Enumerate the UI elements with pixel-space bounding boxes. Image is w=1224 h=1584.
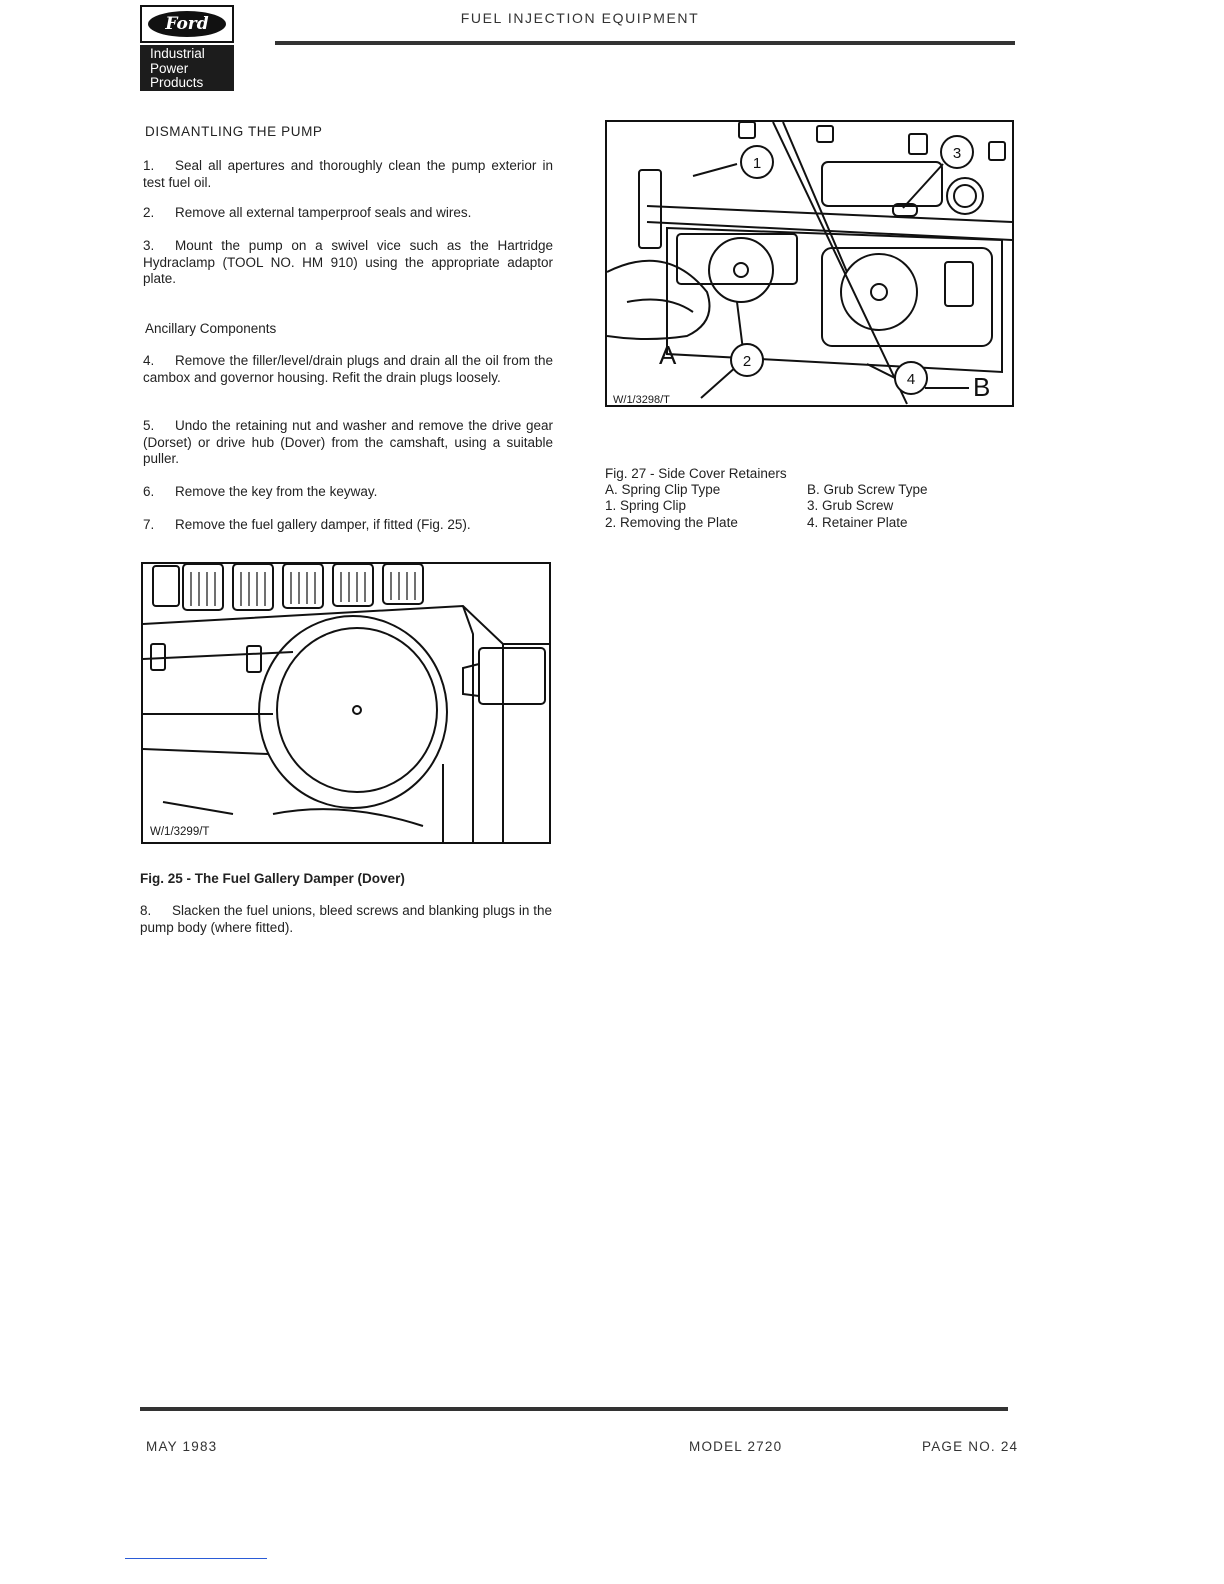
figure-27-caption-title: Fig. 27 - Side Cover Retainers (605, 466, 787, 481)
step-1-text: Seal all apertures and thoroughly clean the pump exterior in test fuel oil. (143, 158, 553, 190)
step-7 (143, 517, 553, 534)
section-heading: DISMANTLING THE PUMP (145, 124, 323, 139)
division-line-1: Industrial (150, 46, 205, 61)
step-2-number: 2. (143, 205, 155, 220)
figure-25-caption: Fig. 25 - The Fuel Gallery Damper (Dover) (140, 871, 405, 886)
division-badge (140, 45, 234, 91)
legend-a: A. Spring Clip Type (605, 482, 721, 497)
legend-2: 2. Removing the Plate (605, 515, 738, 530)
step-4-number: 4. (143, 353, 155, 368)
callout-4: 4 (906, 371, 916, 388)
step-4-text: Remove the filler/level/drain plugs and drain all the oil from the cambox and governor housing. Refit the drain plugs loosely. (143, 353, 553, 385)
callout-1: 1 (752, 155, 762, 172)
step-6-text: Remove the key from the keyway. (175, 484, 378, 499)
label-b: B (973, 372, 991, 402)
callout-3: 3 (952, 145, 962, 162)
step-3 (143, 238, 553, 288)
subheading-ancillary: Ancillary Components (145, 321, 277, 336)
legend-3: 3. Grub Screw (807, 498, 894, 513)
ford-oval-frame (140, 5, 234, 43)
step-8 (140, 903, 552, 936)
label-a: A (659, 340, 677, 370)
figure-25-illustration (141, 562, 551, 844)
figure-25-ref: W/1/3299/T (150, 826, 210, 838)
callout-2: 2 (742, 353, 752, 370)
step-2-text: Remove all external tamperproof seals and wires. (175, 205, 472, 220)
figure-27-illustration (605, 120, 1014, 407)
footer-date: MAY 1983 (146, 1439, 218, 1454)
side-cover-retainers-drawing (607, 122, 1012, 405)
step-5-number: 5. (143, 418, 155, 433)
legend-b: B. Grub Screw Type (807, 482, 928, 497)
step-2 (143, 205, 553, 222)
fuel-gallery-damper-drawing (143, 564, 549, 842)
page-header-title: FUEL INJECTION EQUIPMENT (460, 10, 700, 26)
step-8-text: Slacken the fuel unions, bleed screws and blanking plugs in the pump body (where fitted). (140, 903, 552, 935)
step-7-text: Remove the fuel gallery damper, if fitted (Fig. 25). (175, 517, 471, 532)
ford-oval-logo: Ford (148, 11, 226, 37)
footer-page-number: PAGE NO. 24 (922, 1439, 1019, 1454)
figure-27-ref: W/1/3298/T (613, 394, 670, 406)
ford-logo (140, 5, 234, 91)
footer-divider (140, 1407, 1008, 1411)
division-line-2: Power (150, 60, 189, 76)
step-3-number: 3. (143, 238, 155, 253)
step-3-text: Mount the pump on a swivel vice such as the Hartridge Hydraclamp (TOOL NO. HM 910) using the appropriate adaptor plate. (143, 238, 553, 286)
step-1-number: 1. (143, 158, 155, 173)
step-6-number: 6. (143, 484, 155, 499)
step-5 (143, 418, 553, 468)
legend-1: 1. Spring Clip (605, 498, 687, 513)
division-line-3: Products (150, 75, 204, 90)
step-6 (143, 484, 553, 501)
header-divider (275, 41, 1015, 45)
footer-model: MODEL 2720 (689, 1439, 783, 1454)
step-4 (143, 353, 553, 386)
step-5-text: Undo the retaining nut and washer and remove the drive gear (Dorset) or drive hub (Dover) from the camshaft, using a suitable puller. (143, 418, 553, 466)
step-7-number: 7. (143, 517, 155, 532)
bottom-link-underline (125, 1558, 267, 1559)
step-1 (143, 158, 553, 191)
step-8-number: 8. (140, 903, 152, 918)
legend-4: 4. Retainer Plate (807, 515, 908, 530)
